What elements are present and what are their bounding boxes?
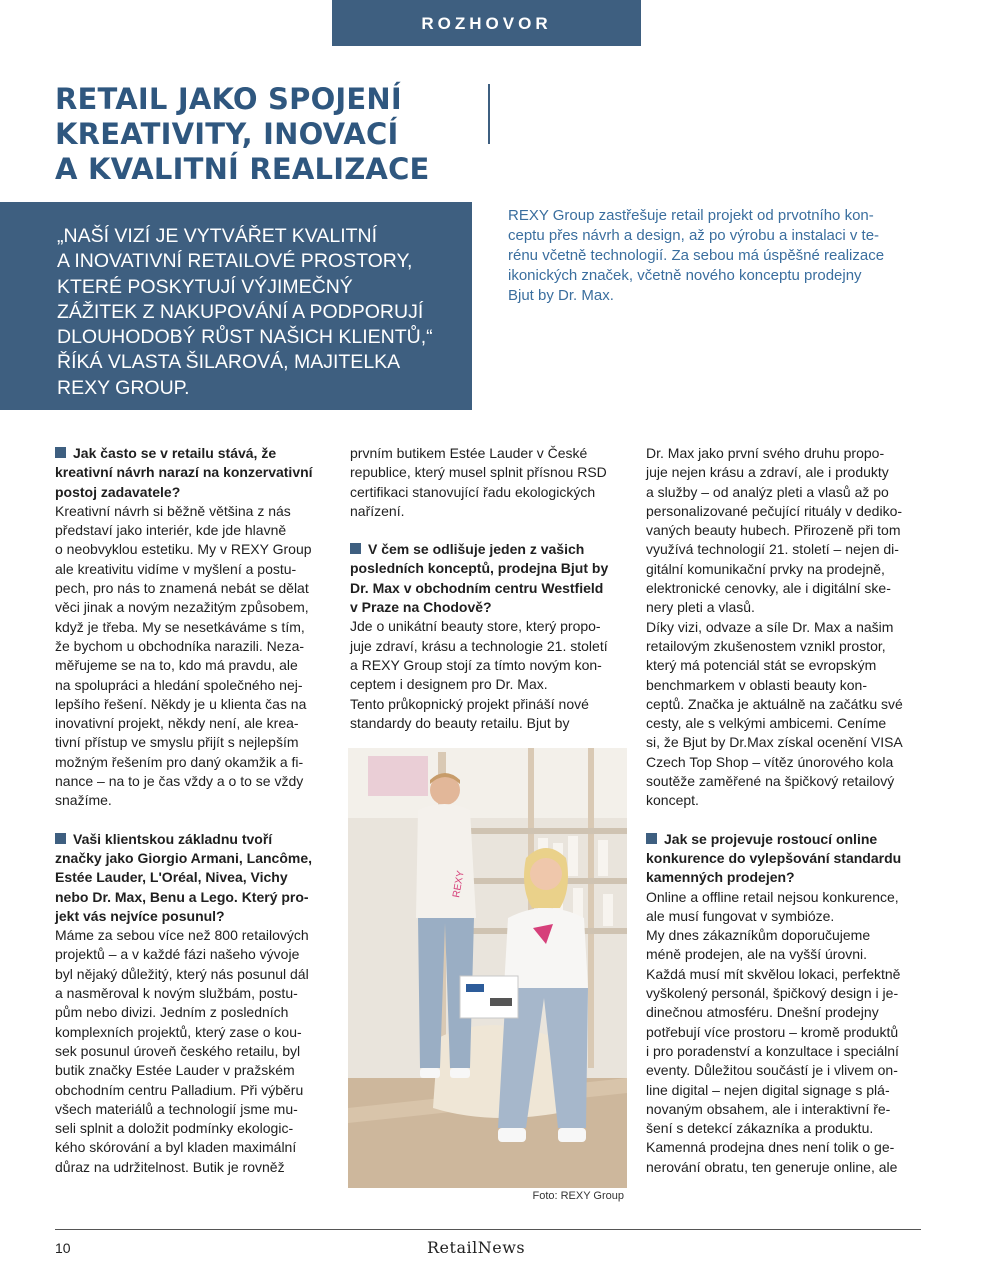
text-line: v Praze na Chodově? — [350, 599, 492, 616]
headline-line: RETAIL JAKO SPOJENÍ — [55, 82, 402, 116]
text-line: soutěže zaměřené na špičkový retailový — [646, 773, 895, 790]
text-line: eventy. Důležitou součástí je i vlivem on- — [646, 1062, 898, 1079]
answer-3 — [350, 617, 635, 733]
text-line-content: Vaši klientskou základnu tvoří — [73, 830, 273, 847]
question-1 — [55, 444, 340, 502]
text-line: posledních konceptů, prodejna Bjut by — [350, 560, 609, 577]
text-line: který má potenciál stát se evropským — [646, 657, 877, 674]
text-line: nery pleti a vlasů. — [646, 599, 755, 616]
text-line: nerování obratu, ten generuje online, ale — [646, 1158, 898, 1175]
answer-3-continued — [646, 444, 931, 811]
text-line: nařízení. — [350, 502, 405, 519]
text-line: ale kreativitu vidíme v myšlení a postu- — [55, 560, 297, 577]
text-line: inovativní projekt, někdy není, ale krea- — [55, 715, 299, 732]
photo-store-interior — [348, 748, 627, 1188]
photo-caption: Foto: REXY Group — [532, 1190, 624, 1202]
text-line: juje zdraví, krásu a technologie 21. století — [350, 637, 608, 654]
page-number: 10 — [55, 1240, 71, 1256]
text-line-content: Jak často se v retailu stává, že — [73, 445, 277, 461]
text-line: ceptem i designem pro Dr. Max. — [350, 676, 548, 693]
column-3 — [646, 444, 931, 1177]
answer-2-continued — [350, 444, 635, 521]
section-tag: ROZHOVOR — [332, 0, 641, 46]
question-marker-icon — [55, 833, 66, 844]
text-line: měřujeme se na to, kdo má pravdu, ale — [55, 657, 298, 674]
text-line: pech, pro nás to znamená nebát se dělat — [55, 580, 309, 597]
text-line: projektů – a v každé fázi našeho vývoje — [55, 946, 300, 963]
text-line: Online a offline retail nejsou konkurence, — [646, 888, 899, 905]
text-line: personalizované pečující rituály v dediko- — [646, 502, 903, 519]
text-line: a služby – od analýz pleti a vlasů až po — [646, 483, 889, 500]
text-line: Jde o unikátní beauty store, který propo- — [350, 618, 601, 635]
text-line: ceptu přes návrh a design, až po výrobu a instalaci v te- — [508, 227, 880, 245]
pull-quote — [0, 202, 472, 410]
text-line: DLOUHODOBÝ RŮST NAŠICH KLIENTŮ,“ — [57, 326, 433, 349]
text-line: vaných beauty hubech. Přirozeně při tom — [646, 522, 901, 539]
text-line: snažíme. — [55, 792, 112, 809]
text-line: Kreativní návrh si běžně většina z nás — [55, 502, 291, 519]
text-line: a REXY Group stojí za tímto novým kon- — [350, 656, 602, 673]
text-line: konkurence do vylepšování standardu — [646, 849, 902, 866]
text-line — [350, 540, 635, 559]
text-line: značky jako Giorgio Armani, Lancôme, — [55, 849, 312, 866]
text-line: prvním butikem Estée Lauder v České — [350, 445, 588, 461]
headline-line: A KVALITNÍ REALIZACE — [55, 152, 430, 186]
question-3 — [350, 540, 635, 617]
divider-line — [488, 84, 490, 144]
text-line: kreativní návrh narazí na konzervativní — [55, 464, 313, 481]
text-line: My dnes zákazníkům doporučujeme — [646, 927, 871, 944]
text-line: nance – na to je čas vždy a o to se vždy — [55, 773, 304, 790]
text-line: i pro poradenství a konzultace i speciální — [646, 1042, 899, 1059]
text-line: Bjut by Dr. Max. — [508, 287, 614, 305]
text-line: ŘÍKÁ VLASTA ŠILAROVÁ, MAJITELKA — [57, 351, 401, 374]
answer-4 — [646, 888, 931, 1177]
text-line: ikonických značek, včetně nového konceptu prodejny — [508, 267, 862, 285]
text-line: standardy do beauty retailu. Bjut by — [350, 714, 570, 731]
text-line: si, že Bjut by Dr.Max získal ocenění VISA — [646, 734, 903, 751]
text-line: využívá technologií 21. století – nejen di- — [646, 541, 899, 558]
column-1 — [55, 444, 340, 1177]
question-2 — [55, 830, 340, 926]
text-line: Tento průkopnický projekt přináší nové — [350, 695, 589, 712]
text-line: Díky vizi, odvaze a síle Dr. Max a našim — [646, 618, 894, 635]
text-line: tivní přístup ve smyslu přijít s nejlepším — [55, 734, 299, 751]
text-line: juje nejen krásu a zdraví, ale i produkty — [646, 464, 889, 481]
text-line: všech materiálů a technologií jsme mu- — [55, 1100, 298, 1117]
text-line: retailovým zkušenostem vznikl prostor, — [646, 637, 886, 654]
text-line: gitální komunikační prvky na prodejně, — [646, 560, 885, 577]
text-line: vyškolený personál, špičkový design i je- — [646, 985, 899, 1002]
text-line: koncept. — [646, 792, 699, 809]
text-line: o neobvyklou estetiku. My v REXY Group — [55, 541, 312, 558]
question-marker-icon — [55, 447, 66, 458]
headline-line: KREATIVITY, INOVACÍ — [55, 117, 399, 151]
text-line: že bychom u obchodníka narazili. Neza- — [55, 637, 305, 654]
text-line — [55, 444, 340, 463]
text-line: ceptů. Značka je aktuálně na začátku své — [646, 695, 903, 712]
question-marker-icon — [350, 543, 361, 554]
text-line: a nasměroval k novým službám, postu- — [55, 985, 298, 1002]
text-line: postoj zadavatele? — [55, 483, 181, 500]
text-line: ale musí fungovat v symbióze. — [646, 907, 835, 924]
answer-1 — [55, 502, 340, 811]
text-line: line digital – nejen digital signage s plá- — [646, 1081, 890, 1098]
text-line: kého skórování a byl kladen maximální — [55, 1139, 297, 1156]
text-line-content: V čem se odlišuje jeden z vašich — [368, 541, 585, 558]
text-line: butik značky Estée Lauder v pražském — [55, 1062, 295, 1079]
text-line: když je třeba. My se nesetkáváme s tím, — [55, 618, 305, 635]
text-line: kamenných prodejen? — [646, 869, 795, 886]
text-line: představí jako interiér, kde jde hlavně — [55, 522, 287, 539]
text-line: certifikaci stanovující řadu ekologických — [350, 483, 596, 500]
text-line: REXY GROUP. — [57, 376, 190, 399]
column-2 — [350, 444, 635, 733]
article-headline — [55, 82, 475, 187]
text-line: cesty, ale s velkými ambicemi. Ceníme — [646, 715, 887, 732]
text-line: méně prodejen, ale na vyšší úrovni. — [646, 946, 868, 963]
text-line: republice, který musel splnit přísnou RSD — [350, 464, 607, 481]
text-line: nebo Dr. Max, Benu a Lego. Který pro- — [55, 888, 309, 905]
text-line: Estée Lauder, L'Oréal, Nivea, Vichy — [55, 869, 288, 886]
question-4 — [646, 830, 931, 888]
text-line: A INOVATIVNÍ RETAILOVÉ PROSTORY, — [57, 250, 413, 273]
text-line: elektronické cenovky, ale i digitální ske- — [646, 580, 891, 597]
text-line: ZÁŽITEK Z NAKUPOVÁNÍ A PODPORUJÍ — [57, 300, 424, 323]
text-line: novaným obsahem, ale i interaktivní ře- — [646, 1100, 891, 1117]
text-line: Dr. Max v obchodním centru Westfield — [350, 579, 604, 596]
text-line: byl nějaký důležitý, který nás posunul dál — [55, 965, 309, 982]
text-line — [55, 830, 340, 849]
svg-text:REXY: REXY — [451, 869, 467, 899]
text-line: dinečnou atmosféru. Dnešní prodejny — [646, 1004, 879, 1021]
text-line: REXY Group zastřešuje retail projekt od prvotního kon- — [508, 207, 874, 224]
text-line: jekt vás nejvíce posunul? — [55, 907, 225, 924]
text-line: Kamenná prodejna dnes není tolik o ge- — [646, 1139, 895, 1156]
text-line: sek posunul úroveň českého retailu, byl — [55, 1042, 301, 1059]
answer-2 — [55, 926, 340, 1177]
text-line — [646, 830, 931, 849]
text-line: „NAŠÍ VIZÍ JE VYTVÁŘET KVALITNÍ — [57, 225, 378, 247]
text-line: Každá musí mít skvělou lokaci, perfektně — [646, 965, 901, 982]
text-line-content: Jak se projevuje rostoucí online — [664, 830, 878, 847]
text-line: obchodním centru Palladium. Při výběru — [55, 1081, 304, 1098]
intro-paragraph — [508, 206, 928, 306]
text-line: pům nebo divizi. Jedním z posledních — [55, 1004, 289, 1021]
text-line: Dr. Max jako první svého druhu propo- — [646, 445, 885, 461]
text-line: lepšího řešení. Někdy je u klienta čas na — [55, 695, 307, 712]
text-line: důraz na udržitelnost. Butik je rovněž — [55, 1158, 285, 1175]
text-line: Czech Top Shop – vítěz únorového kola — [646, 753, 894, 770]
footer-rule — [55, 1229, 921, 1230]
question-marker-icon — [646, 833, 657, 844]
text-line: šení s detekcí zákazníka a produktu. — [646, 1120, 874, 1137]
article-photo — [348, 748, 627, 1188]
text-line: benchmarkem v oblasti beauty kon- — [646, 676, 867, 693]
text-line: seli splnit a doložit podmínky ekologic- — [55, 1120, 294, 1137]
text-line: komplexních projektů, který zase o kou- — [55, 1023, 302, 1040]
text-line: rénu včetně technologií. Za sebou má úspěšné realizace — [508, 247, 885, 265]
text-line: KTERÉ POSKYTUJÍ VÝJIMEČNÝ — [57, 275, 353, 298]
text-line: Máme za sebou více než 800 retailových — [55, 927, 309, 944]
text-line: potřebují více prostoru – kromě produktů — [646, 1023, 899, 1040]
text-line: věci jinak a novým nezažitým způsobem, — [55, 599, 309, 616]
magazine-logo: RetailNews — [427, 1238, 526, 1257]
text-line: na spolupráci a hledání společného nej- — [55, 676, 303, 693]
text-line: možným řešením pro daný okamžik a fi- — [55, 753, 304, 770]
